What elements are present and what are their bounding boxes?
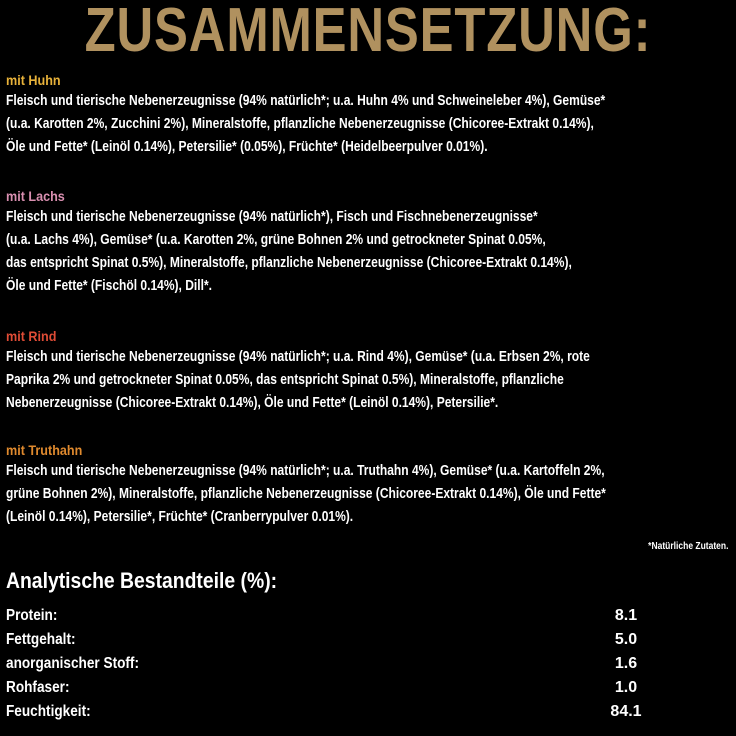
analysis-row-feuchtigkeit [6, 700, 730, 724]
analysis-row-rohfaser [6, 676, 730, 700]
section-heading-lachs: mit Lachs [6, 188, 65, 204]
composition-line: Fleisch und tierische Nebenerzeugnisse (94% natürlich*; u.a. Rind 4%), Gemüse* (u.a. Erbsen 2%, rote [6, 349, 590, 365]
section-heading-truthahn: mit Truthahn [6, 442, 83, 458]
composition-line: Nebenerzeugnisse (Chicoree-Extrakt 0.14%), Öle und Fette* (Leinöl 0.14%), Petersilie*. [6, 395, 499, 411]
composition-line: Fleisch und tierische Nebenerzeugnisse (94% natürlich*; u.a. Truthahn 4%), Gemüse* (u.a. Kartoffeln 2%, [6, 463, 605, 479]
composition-line: (u.a. Lachs 4%), Gemüse* (u.a. Karotten 2%, grüne Bohnen 2% und getrockneter Spinat 0.05%, [6, 232, 546, 248]
section-body-lachs [6, 206, 736, 298]
analysis-value: 8.1 [614, 607, 638, 624]
composition-line: (Leinöl 0.14%), Petersilie*, Früchte* (Cranberrypulver 0.01%). [6, 509, 354, 525]
section-heading-huhn: mit Huhn [6, 72, 61, 88]
analysis-title: Analytische Bestandteile (%): [6, 568, 278, 593]
composition-line: Öle und Fette* (Leinöl 0.14%), Petersilie* (0.05%), Früchte* (Heidelbeerpulver 0.01%). [6, 139, 488, 155]
analysis-table [6, 604, 730, 724]
composition-line: Paprika 2% und getrockneter Spinat 0.05%, das entspricht Spinat 0.5%), Mineralstoffe, pflanzliche [6, 372, 564, 388]
composition-line: Öle und Fette* (Fischöl 0.14%), Dill*. [6, 278, 212, 294]
section-heading-rind: mit Rind [6, 328, 57, 344]
section-huhn [6, 70, 736, 159]
section-body-truthahn [6, 460, 736, 529]
section-truthahn [6, 440, 736, 529]
analysis-value: 1.6 [614, 655, 638, 672]
analysis-name: Feuchtigkeit: [6, 703, 91, 720]
analysis-row-protein [6, 604, 730, 628]
analysis-row-anorganischer-stoff [6, 652, 730, 676]
page-title: ZUSAMMENSETZUNG: [84, 0, 652, 65]
analysis-name: anorganischer Stoff: [6, 655, 139, 672]
analysis-row-fettgehalt [6, 628, 730, 652]
composition-line: Fleisch und tierische Nebenerzeugnisse (94% natürlich*), Fisch und Fischnebenerzeugnisse* [6, 209, 538, 225]
analysis-name: Rohfaser: [6, 679, 70, 696]
section-rind [6, 326, 736, 415]
analysis-value: 84.1 [610, 703, 642, 720]
composition-line: grüne Bohnen 2%), Mineralstoffe, pflanzliche Nebenerzeugnisse (Chicoree-Extrakt 0.14%), Öle und Fette* [6, 486, 606, 502]
composition-line: das entspricht Spinat 0.5%), Mineralstoffe, pflanzliche Nebenerzeugnisse (Chicoree-Extrakt 0.14%), [6, 255, 572, 271]
analysis-value: 1.0 [614, 679, 638, 696]
section-body-rind [6, 346, 736, 415]
footnote: *Natürliche Zutaten. [647, 541, 728, 552]
section-body-huhn [6, 90, 736, 159]
analysis-name: Protein: [6, 607, 58, 624]
section-lachs [6, 186, 736, 298]
analysis-name: Fettgehalt: [6, 631, 76, 648]
composition-line: (u.a. Karotten 2%, Zucchini 2%), Mineralstoffe, pflanzliche Nebenerzeugnisse (Chicoree-Extrakt 0.14%), [6, 116, 594, 132]
composition-line: Fleisch und tierische Nebenerzeugnisse (94% natürlich*; u.a. Huhn 4% und Schweineleber 4%), Gemüse* [6, 93, 606, 109]
analysis-value: 5.0 [614, 631, 638, 648]
